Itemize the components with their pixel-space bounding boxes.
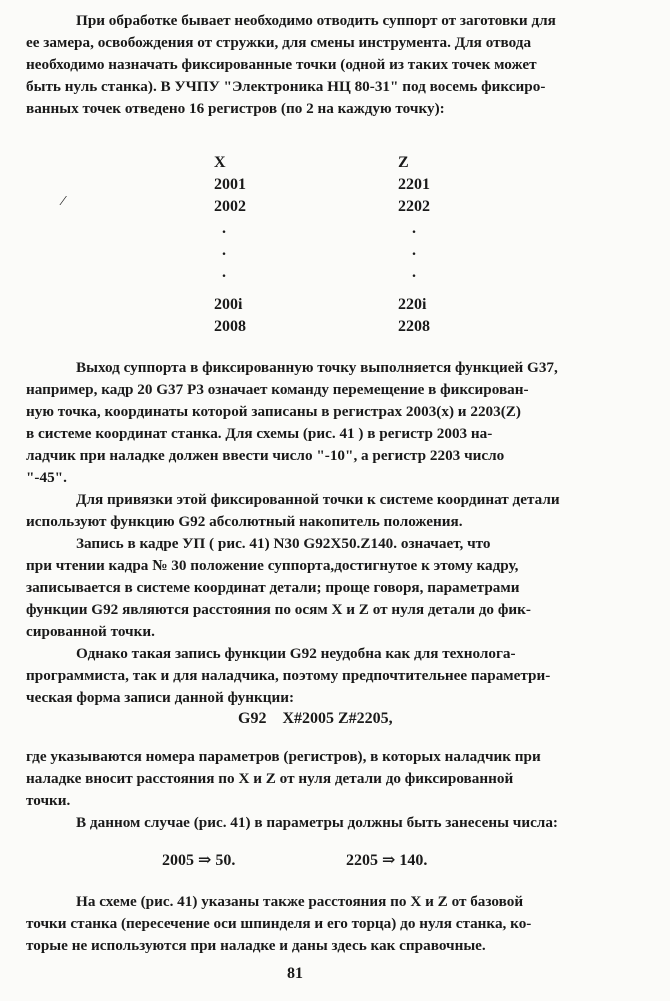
- text-line: при чтении кадра № 30 положение суппорта,достигнутое к этому кадру,: [26, 557, 519, 574]
- text-line: ванных точек отведено 16 регистров (по 2 на каждую точку):: [26, 100, 445, 117]
- x-register: 200i: [214, 296, 243, 313]
- x-register-column: [214, 152, 246, 218]
- parametric-paragraph: [26, 643, 654, 709]
- n30-paragraph: [26, 533, 654, 643]
- x-register-column-tail: [214, 294, 246, 338]
- g92-formula: G92 X#2005 Z#2205,: [238, 710, 393, 727]
- ellipsis-dot: .: [412, 264, 416, 281]
- where-paragraph: [26, 746, 654, 812]
- text-line: ную точка, координаты которой записаны в регистрах 2003(x) и 2203(Z): [26, 403, 521, 420]
- text-line: например, кадр 20 G37 P3 означает команду перемещение в фиксирован-: [26, 381, 529, 398]
- z-register: 220i: [398, 296, 427, 313]
- base-point-paragraph: [26, 891, 654, 957]
- x-register: 2001: [214, 176, 246, 193]
- text-line: Выход суппорта в фиксированную точку выполняется функцией G37,: [76, 359, 558, 376]
- g37-paragraph: [26, 357, 654, 489]
- text-line: сированной точки.: [26, 623, 155, 640]
- z-register: 2201: [398, 176, 430, 193]
- z-register: 2202: [398, 198, 430, 215]
- g92-paragraph: [26, 489, 654, 533]
- ellipsis-dot: .: [412, 242, 416, 259]
- ellipsis-dot: .: [222, 264, 226, 281]
- text-line: ее замера, освобождения от стружки, для смены инструмента. Для отвода: [26, 34, 532, 51]
- text-line: функции G92 являются расстояния по осям X и Z от нуля детали до фик-: [26, 601, 531, 618]
- text-line: где указываются номера параметров (регистров), в которых наладчик при: [26, 748, 541, 765]
- text-line: Для привязки этой фиксированной точки к системе координат детали: [76, 491, 560, 508]
- text-line: В данном случае (рис. 41) в параметры должны быть занесены числа:: [76, 814, 558, 831]
- case-paragraph: [26, 812, 654, 834]
- ellipsis-dot: .: [222, 242, 226, 259]
- z-ellipsis: [412, 218, 416, 284]
- ellipsis-dot: .: [412, 220, 416, 237]
- text-line: На схеме (рис. 41) указаны также расстояния по X и Z от базовой: [76, 893, 524, 910]
- text-line: ческая форма записи данной функции:: [26, 689, 295, 706]
- text-line: необходимо назначать фиксированные точки (одной из таких точек может: [26, 56, 537, 73]
- text-line: Однако такая запись функции G92 неудобна как для технолога-: [76, 645, 516, 662]
- ellipsis-dot: .: [222, 220, 226, 237]
- text-line: Запись в кадре УП ( рис. 41) N30 G92X50.Z140. означает, что: [76, 535, 491, 552]
- x-column-header: X: [214, 154, 226, 171]
- text-line: При обработке бывает необходимо отводить суппорт от заготовки для: [76, 12, 556, 29]
- text-line: записывается в системе координат детали; проще говоря, параметрами: [26, 579, 520, 596]
- text-line: используют функцию G92 абсолютный накопитель положения.: [26, 513, 463, 530]
- assignment-2005: 2005 ⇒ 50.: [162, 852, 236, 869]
- text-line: точки станка (пересечение оси шпинделя и его торца) до нуля станка, ко-: [26, 915, 532, 932]
- text-line: торые не используются при наладке и даны здесь как справочные.: [26, 937, 486, 954]
- intro-paragraph: [26, 10, 654, 120]
- text-line: ладчик при наладке должен ввести число "-10", а регистр 2203 число: [26, 447, 505, 464]
- x-register: 2002: [214, 198, 246, 215]
- text-line: "-45".: [26, 469, 67, 486]
- scan-mark: ⁄: [62, 194, 65, 209]
- z-register: 2208: [398, 318, 430, 335]
- text-line: программиста, так и для наладчика, поэтому предпочтительнее параметри-: [26, 667, 551, 684]
- z-register-column: [398, 152, 430, 218]
- z-register-column-tail: [398, 294, 430, 338]
- z-column-header: Z: [398, 154, 409, 171]
- assignment-2205: 2205 ⇒ 140.: [346, 852, 428, 869]
- text-line: наладке вносит расстояния по X и Z от нуля детали до фиксированной: [26, 770, 514, 787]
- text-line: точки.: [26, 792, 71, 809]
- text-line: в системе координат станка. Для схемы (рис. 41 ) в регистр 2003 на-: [26, 425, 493, 442]
- x-ellipsis: [222, 218, 226, 284]
- page-number: 81: [287, 965, 303, 982]
- text-line: быть нуль станка). В УЧПУ "Электроника НЦ 80-31" под восемь фиксиро-: [26, 78, 546, 95]
- x-register: 2008: [214, 318, 246, 335]
